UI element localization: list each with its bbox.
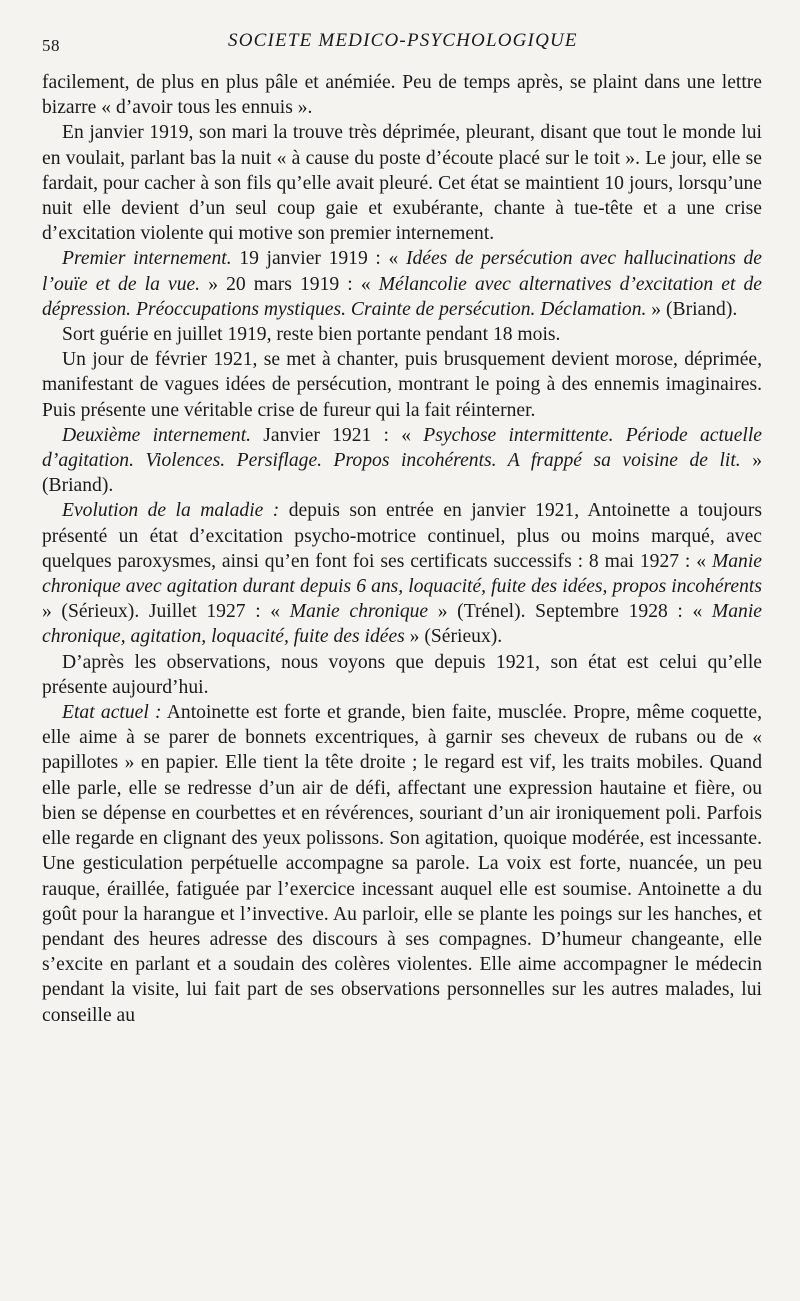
italic-text-span: Deuxième internement. (62, 424, 252, 446)
text-span: facilement, de plus en plus pâle et anémiée. Peu de temps après, se plaint dans une lettre bizarre « d’avoir tous les ennuis ». (42, 72, 762, 119)
text-span: Sort guérie en juillet 1919, reste bien portante pendant 18 mois. (62, 324, 561, 346)
text-span: » (Sérieux). (404, 626, 503, 648)
paragraph (42, 423, 762, 499)
text-span: depuis son entrée en janvier 1921, Antoinette a toujours présenté un état d’excitation psycho-motrice continuel, plus ou moins marqué, avec quelques paroxysmes, ainsi qu’en font foi ses certificats successifs : 8 mai 1927 : « (42, 500, 762, 572)
italic-text-span: Evolution de la maladie : (62, 500, 280, 522)
text-span: Un jour de février 1921, se met à chanter, puis brusquement devient morose, déprimée, manifestant de vagues idées de persécution, montrant le poing à des ennemis imaginaires. Puis présente une véritable crise de fureur qui la fait réinterner. (42, 349, 762, 421)
text-span: D’après les observations, nous voyons que depuis 1921, son état est celui qu’elle présente aujourd’hui. (42, 651, 762, 698)
text-span: » 20 mars 1919 : « (200, 273, 379, 295)
paragraph (42, 650, 762, 700)
paragraph (42, 700, 762, 1028)
italic-text-span: Etat actuel : (62, 702, 162, 724)
text-span: » (Briand). (42, 450, 762, 497)
journal-title: SOCIETE MEDICO-PSYCHOLOGIQUE (228, 30, 578, 51)
italic-text-span: Idées de persécution avec hallucinations de l’ouïe et de la vue. (42, 248, 762, 295)
running-header (42, 26, 762, 70)
italic-text-span: Manie chronique (289, 601, 429, 623)
text-span: » (Trénel). Septembre 1928 : « (428, 601, 712, 623)
paragraph (42, 246, 762, 322)
italic-text-span: Manie chronique avec agitation durant depuis 6 ans, loquacité, fuite des idées, propos incohérents (42, 550, 762, 598)
text-span: » (Briand). (646, 298, 738, 320)
body-text (42, 70, 762, 1028)
paragraph (42, 322, 762, 347)
italic-text-span: Psychose intermittente. Période actuelle d’agitation. Violences. Persiflage. Propos incohérents. A frappé sa voisine de lit. (42, 424, 762, 472)
italic-text-span: Premier internement. (62, 248, 232, 270)
paragraph (42, 120, 762, 246)
paragraph (42, 498, 762, 649)
paragraph (42, 347, 762, 423)
page-number: 58 (42, 36, 60, 55)
text-span: » (Sérieux). Juillet 1927 : « (42, 601, 290, 623)
text-span: 19 janvier 1919 : « (231, 248, 406, 270)
italic-text-span: Mélancolie avec alternatives d’excitation et de dépression. Préoccupations mystiques. Crainte de persécution. Déclamation. (42, 273, 762, 320)
text-span: En janvier 1919, son mari la trouve très déprimée, pleurant, disant que tout le monde lui en voulait, parlant bas la nuit « à cause du poste d’écoute placé sur le toit ». Le jour, elle se fardait, pour cacher à son fils qu’elle avait pleuré. Cet état se maintient 10 jours, lorsqu’une nuit elle devient d’un seul coup gaie et exubérante, chante à tue-tête et a une crise d’excitation violente qui motive son premier internement. (42, 122, 762, 245)
text-span: Janvier 1921 : « (251, 424, 424, 446)
paragraph (42, 70, 762, 120)
text-span: Antoinette est forte et grande, bien faite, musclée. Propre, même coquette, elle aime à se parer de bonnets excentriques, à garnir ses cheveux de rubans ou de « papillotes » en papier. Elle tient la tête droite ; le regard est vif, les traits mobiles. Quand elle parle, elle se redresse d’un air de défi, affectant une expression hautaine et fière, ou bien se dépense en courbettes et en révérences, souriant d’un air ironiquement poli. Parfois elle regarde en clignant des yeux polissons. Son agitation, quoique modérée, est incessante. Une gesticulation perpétuelle accompagne sa parole. La voix est forte, nuancée, un peu rauque, éraillée, fatiguée par l’exercice incessant auquel elle est soumise. Antoinette a du goût pour la harangue et l’invective. Au parloir, elle se plante les poings sur les hanches, et pendant des heures adresse des discours à ses compagnes. D’humeur changeante, elle s’excite en parlant et a soudain des colères violentes. Elle aime accompagner le médecin pendant la visite, lui fait part de ses observations personnelles sur les autres malades, lui conseille au (42, 702, 762, 1026)
italic-text-span: Manie chronique, agitation, loquacité, fuite des idées (42, 601, 762, 648)
